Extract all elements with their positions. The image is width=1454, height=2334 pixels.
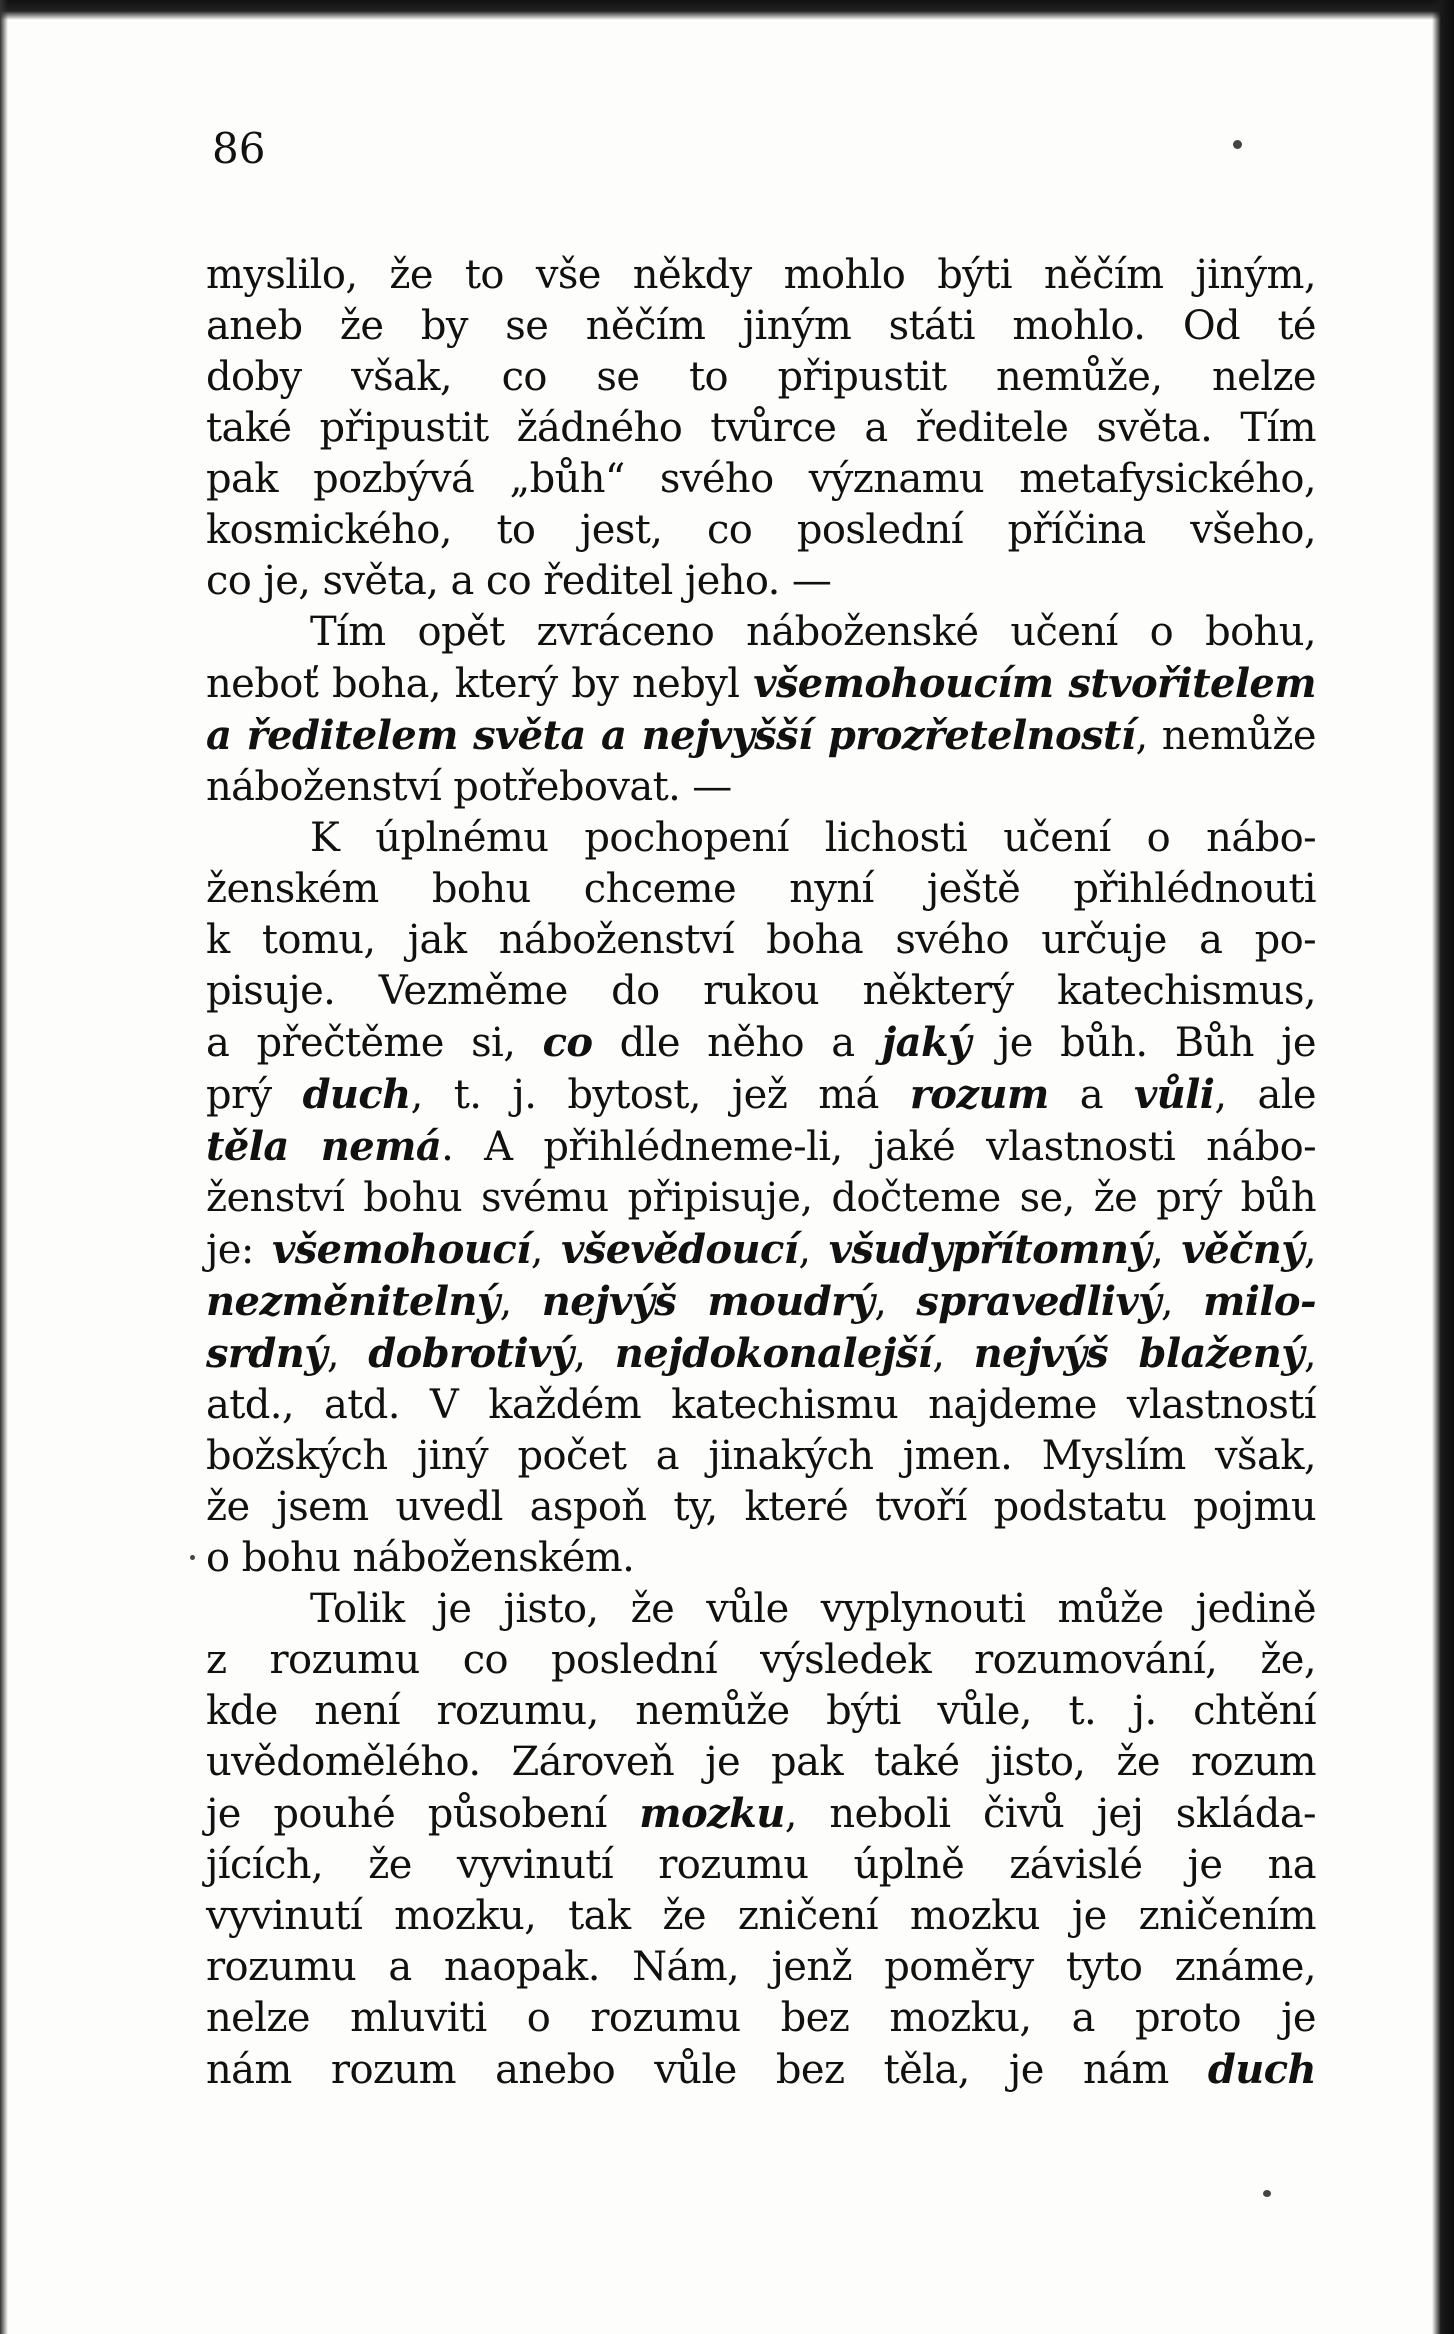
text-run: Tolik je jisto, že vůle vyplynouti může jedině xyxy=(310,1586,1316,1632)
scan-edge-right xyxy=(1432,0,1454,2334)
italic-phrase: co xyxy=(542,1019,593,1066)
italic-phrase: nejvýš blažený xyxy=(973,1330,1304,1377)
italic-phrase: srdný xyxy=(206,1330,327,1377)
text-run: atd., atd. V každém katechismu najdeme vlastností xyxy=(206,1382,1316,1428)
text-run: , xyxy=(1160,1279,1203,1325)
text-line xyxy=(206,1224,1316,1276)
text-run: , xyxy=(932,1331,974,1377)
text-run: pisuje. Vezměme do rukou některý katechismus, xyxy=(206,968,1316,1014)
italic-phrase: duch xyxy=(1207,2046,1316,2093)
text-run: že jsem uvedl aspoň ty, které tvoří podstatu pojmu xyxy=(206,1484,1316,1530)
text-run: myslilo, že to vše někdy mohlo býti něčím jiným, xyxy=(206,252,1316,298)
text-run: , ale xyxy=(1214,1072,1316,1118)
italic-phrase: vševědoucí xyxy=(561,1226,799,1273)
text-line xyxy=(206,556,1316,607)
italic-phrase: nejvýš moudrý xyxy=(541,1278,875,1325)
text-line xyxy=(206,505,1316,556)
text-line xyxy=(206,1380,1316,1431)
text-run: je bůh. Bůh je xyxy=(970,1020,1316,1066)
text-run: , xyxy=(326,1331,369,1377)
italic-phrase: rozum xyxy=(909,1071,1049,1118)
text-line xyxy=(206,658,1316,710)
text-run: ženském bohu chceme nyní ještě přihlédnouti xyxy=(206,866,1316,912)
text-line xyxy=(206,710,1316,762)
text-run: , xyxy=(874,1279,917,1325)
text-run: , xyxy=(1303,1331,1317,1377)
text-run: dle něho a xyxy=(592,1020,882,1066)
italic-phrase: nezměnitelný xyxy=(206,1278,500,1325)
text-line xyxy=(206,1891,1316,1942)
text-line xyxy=(206,1173,1316,1224)
print-speck xyxy=(190,1555,195,1560)
italic-phrase: milo- xyxy=(1203,1278,1316,1325)
italic-phrase: všemohoucí xyxy=(272,1226,531,1273)
text-line xyxy=(206,301,1316,352)
scan-edge-top xyxy=(0,0,1454,20)
text-line xyxy=(206,352,1316,403)
italic-phrase: spravedlivý xyxy=(916,1278,1161,1325)
text-line xyxy=(206,966,1316,1017)
text-line xyxy=(206,1533,1316,1584)
text-line xyxy=(206,1942,1316,1993)
text-run: je: xyxy=(206,1227,273,1273)
text-line xyxy=(206,1121,1316,1173)
text-line xyxy=(206,1993,1316,2044)
page-number: 86 xyxy=(212,124,266,173)
print-speck xyxy=(1263,2190,1271,2197)
text-line xyxy=(206,1431,1316,1482)
text-line xyxy=(206,250,1316,301)
text-run: neboť boha, který by nebyl xyxy=(206,661,754,707)
print-speck xyxy=(1233,140,1242,149)
text-run: aneb že by se něčím jiným státi mohlo. Od té xyxy=(206,303,1316,349)
italic-phrase: všudypřítomný xyxy=(828,1226,1152,1273)
text-line xyxy=(206,2044,1316,2096)
text-run: z rozumu co poslední výsledek rozumování, že, xyxy=(206,1637,1316,1683)
text-run: , xyxy=(1151,1227,1182,1273)
text-run: nelze mluviti o rozumu bez mozku, a proto je xyxy=(206,1995,1316,2041)
text-run: prý xyxy=(206,1072,303,1118)
text-run: doby však, co se to připustit nemůže, nelze xyxy=(206,354,1316,400)
text-run: , xyxy=(798,1227,829,1273)
text-line xyxy=(206,454,1316,505)
text-line xyxy=(206,1482,1316,1533)
text-run: o bohu náboženském. xyxy=(206,1535,635,1581)
italic-phrase: vůli xyxy=(1134,1071,1215,1118)
italic-phrase: všemohoucím stvořitelem xyxy=(753,660,1316,707)
text-run: , xyxy=(573,1331,615,1377)
text-line xyxy=(206,1584,1316,1635)
text-run: Tím opět zvráceno náboženské učení o bohu, xyxy=(310,609,1316,655)
text-run: kosmického, to jest, co poslední příčina všeho, xyxy=(206,507,1316,553)
text-run: náboženství potřebovat. — xyxy=(206,764,732,810)
text-run: , neboli čivů jej skláda- xyxy=(784,1791,1316,1837)
italic-phrase: duch xyxy=(302,1071,411,1118)
text-line xyxy=(206,607,1316,658)
text-run: nám rozum anebo vůle bez těla, je nám xyxy=(206,2047,1208,2093)
scan-edge-left xyxy=(0,0,8,2334)
text-line xyxy=(206,762,1316,813)
text-run: pak pozbývá „bůh“ svého významu metafysického, xyxy=(206,456,1316,502)
text-line xyxy=(206,1069,1316,1121)
italic-phrase: jaký xyxy=(881,1019,971,1066)
italic-phrase: nejdokonalejší xyxy=(614,1330,933,1377)
text-run: , xyxy=(530,1227,562,1273)
text-line xyxy=(206,403,1316,454)
text-run: jících, že vyvinutí rozumu úplně závislé je na xyxy=(206,1842,1316,1888)
text-line xyxy=(206,1017,1316,1069)
italic-phrase: mozku xyxy=(639,1790,785,1837)
text-run: také připustit žádného tvůrce a ředitele světa. Tím xyxy=(206,405,1316,451)
text-run: , xyxy=(499,1279,542,1325)
text-run: vyvinutí mozku, tak že zničení mozku je zničením xyxy=(206,1893,1316,1939)
text-line xyxy=(206,1686,1316,1737)
text-line xyxy=(206,1788,1316,1840)
text-run: rozumu a naopak. Nám, jenž poměry tyto známe, xyxy=(206,1944,1316,1990)
body-text xyxy=(206,250,1316,2096)
text-line xyxy=(206,864,1316,915)
text-run: uvědomělého. Zároveň je pak také jisto, že rozum xyxy=(206,1739,1316,1785)
text-run: , t. j. bytost, jež má xyxy=(410,1072,910,1118)
text-run: a xyxy=(1048,1072,1135,1118)
text-run: K úplnému pochopení lichosti učení o nábo- xyxy=(310,815,1316,861)
text-line xyxy=(206,1635,1316,1686)
text-run: a přečtěme si, xyxy=(206,1020,543,1066)
text-line xyxy=(206,1328,1316,1380)
text-run: , nemůže xyxy=(1135,713,1316,759)
italic-phrase: věčný xyxy=(1181,1226,1304,1273)
text-run: . A přihlédneme-li, jaké vlastnosti nábo- xyxy=(441,1124,1316,1170)
text-line xyxy=(206,1840,1316,1891)
italic-phrase: dobrotivý xyxy=(368,1330,574,1377)
text-run: , xyxy=(1303,1227,1317,1273)
text-run: kde není rozumu, nemůže býti vůle, t. j. chtění xyxy=(206,1688,1316,1734)
text-line xyxy=(206,1276,1316,1328)
text-line xyxy=(206,915,1316,966)
text-line xyxy=(206,813,1316,864)
text-line xyxy=(206,1737,1316,1788)
italic-phrase: a ředitelem světa a nejvyšší prozřetelností xyxy=(206,712,1136,759)
italic-phrase: těla nemá xyxy=(206,1123,442,1170)
text-run: k tomu, jak náboženství boha svého určuje a po- xyxy=(206,917,1316,963)
text-run: ženství bohu svému připisuje, dočteme se, že prý bůh xyxy=(206,1175,1316,1221)
text-run: je pouhé působení xyxy=(206,1791,640,1837)
text-run: co je, světa, a co ředitel jeho. — xyxy=(206,558,832,604)
text-run: božských jiný počet a jinakých jmen. Myslím však, xyxy=(206,1433,1316,1479)
